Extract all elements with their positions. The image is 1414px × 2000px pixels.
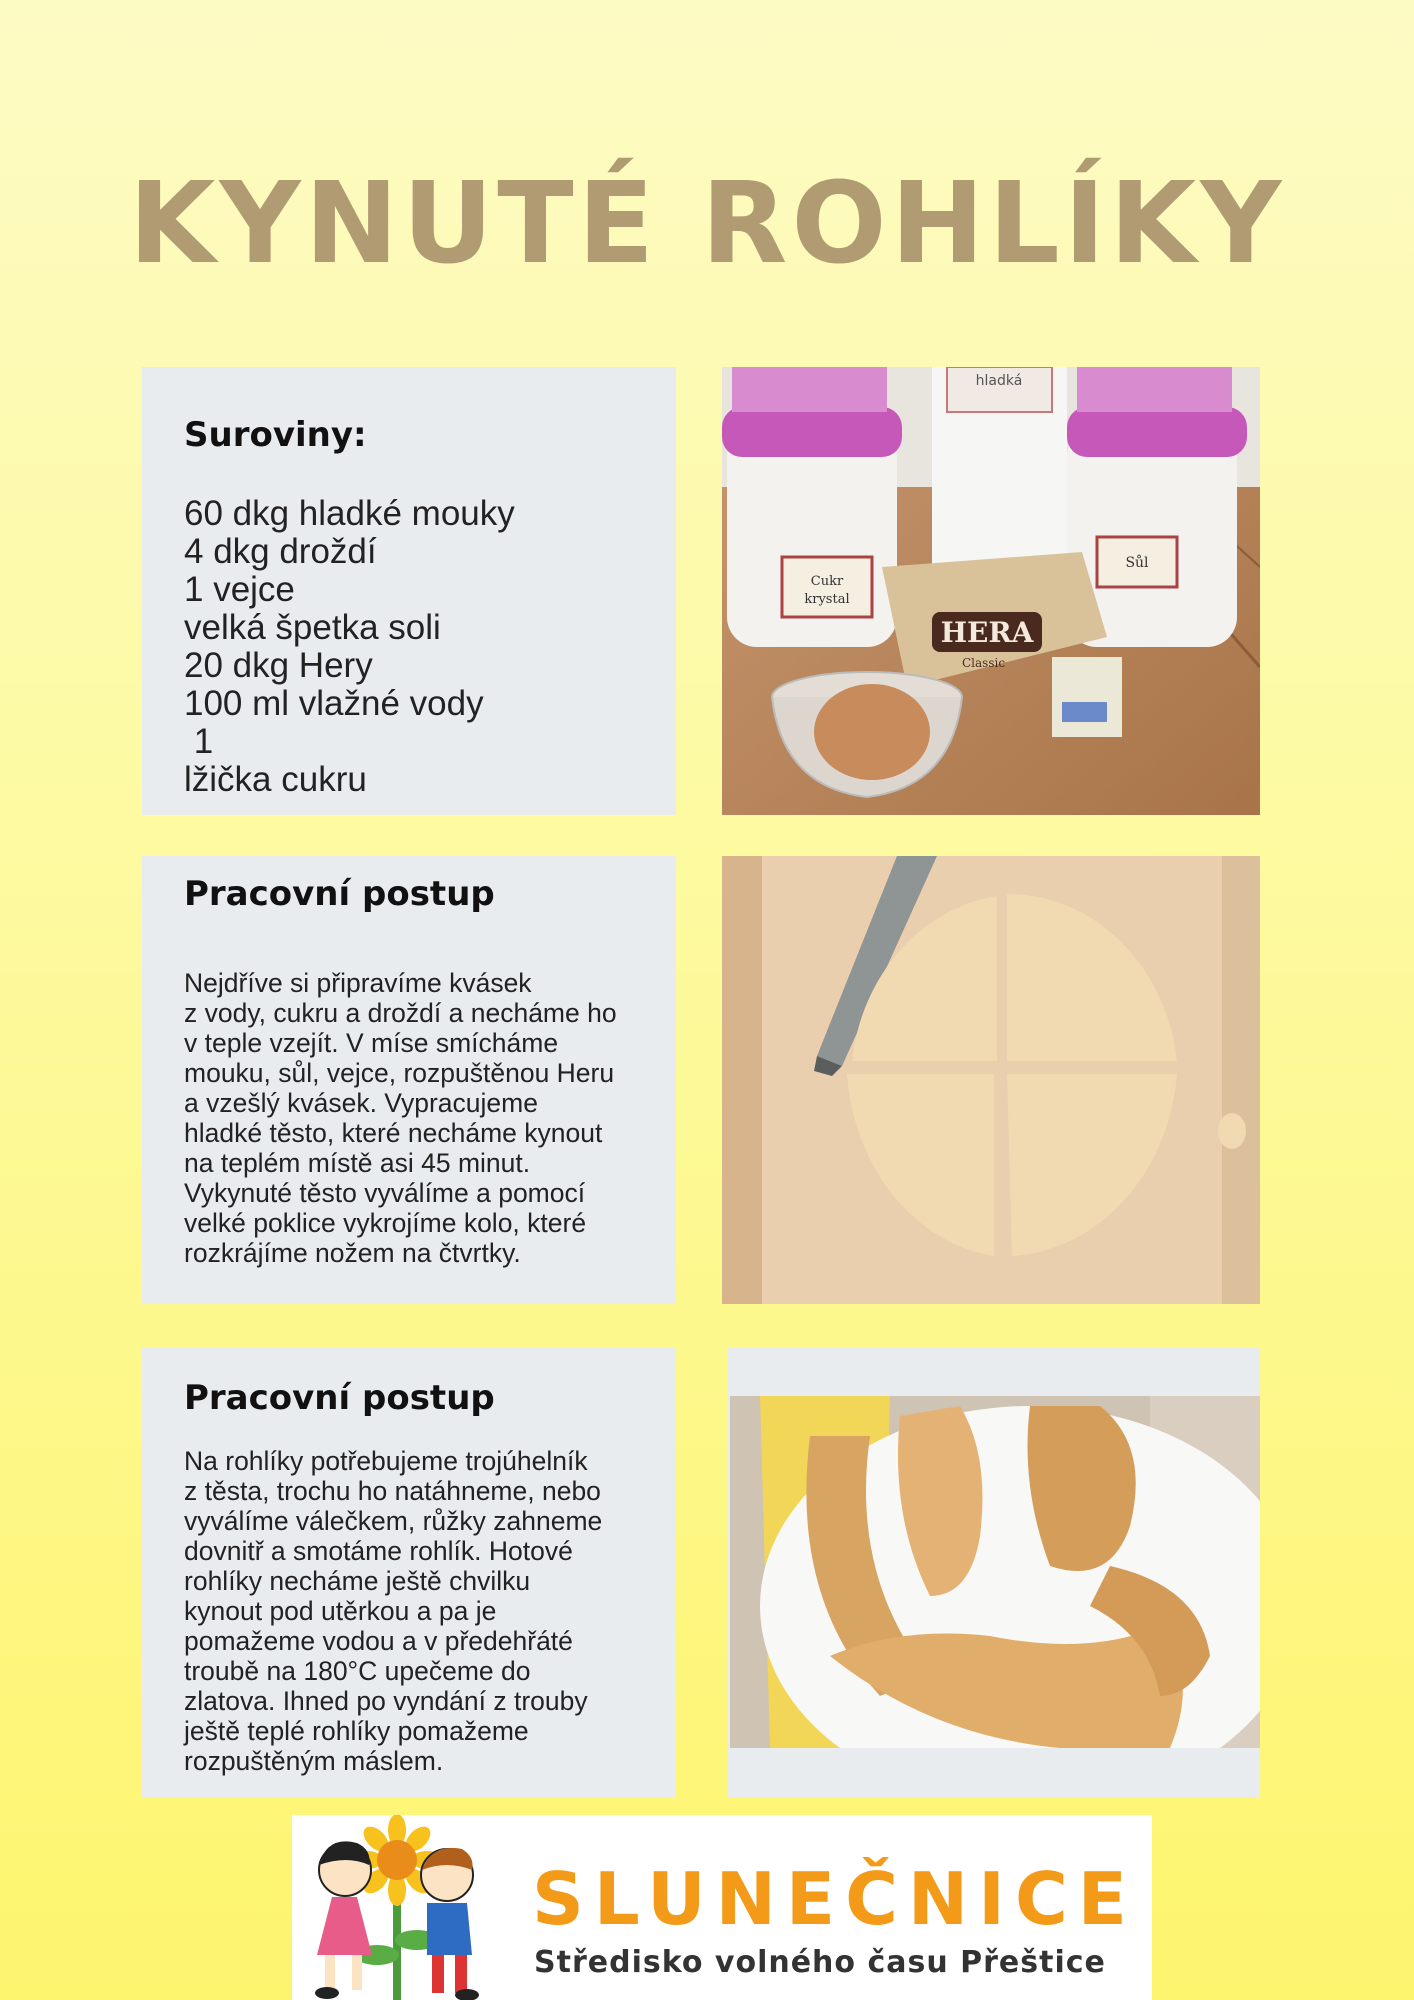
svg-text:Cukr: Cukr — [810, 574, 844, 589]
brand-name: SLUNEČNICE — [532, 1857, 1137, 1941]
step2-text: Na rohlíky potřebujeme trojúhelník z těsta, trochu ho natáhneme, nebo vyválíme válečkem, růžky zahneme dovnitř a smotáme rohlík. Hotové rohlíky necháme ještě chvilku kynout pod utěrkou a pa je pomažeme vodou a v předehřáté troubě na 180°C upečeme do zlatova. Ihned po vyndání z trouby ještě teplé rohlíky pomažeme rozpuštěným máslem. — [184, 1446, 603, 1776]
step2-card — [142, 1348, 676, 1798]
ingredient-item: 60 dkg hladké mouky — [184, 494, 515, 533]
ingredients-card — [142, 367, 676, 815]
flour-label: hladká — [975, 373, 1023, 389]
step1-text: Nejdříve si připravíme kvásek z vody, cukru a droždí a necháme ho v teple vzejít. V míse smícháme mouku, sůl, vejce, rozpuštěnou Heru a vzešlý kvásek. Vypracujeme hladké těsto, které necháme kynout na teplém místě asi 45 minut. Vykynuté těsto vyválíme a pomocí velké poklice vykrojíme kolo, které rozkrájíme nožem na čtvrtky. — [184, 968, 617, 1268]
ingredient-item: lžička cukru — [184, 760, 367, 799]
dough-photo — [722, 856, 1260, 1304]
ingredient-item: 100 ml vlažné vody — [184, 684, 484, 723]
ingredient-item: 1 vejce — [184, 570, 295, 609]
ingredients-photo — [722, 367, 1260, 815]
ingredients-illustration — [722, 367, 1260, 815]
step1-heading: Pracovní postup — [184, 874, 495, 914]
ingredients-list — [184, 495, 515, 799]
ingredient-item: velká špetka soli — [184, 608, 441, 647]
salt-label: Sůl — [1125, 555, 1149, 571]
step1-card — [142, 856, 676, 1304]
ingredient-item: 1 — [184, 722, 214, 761]
step2-heading: Pracovní postup — [184, 1378, 495, 1418]
butter-sub-label: Classic — [962, 656, 1006, 670]
croissants-photo-frame — [728, 1348, 1260, 1798]
dough-illustration — [722, 856, 1260, 1304]
sunflower-kids-logo — [297, 1815, 497, 2000]
footer-logo-banner — [292, 1815, 1152, 2000]
svg-text:krystal: krystal — [804, 592, 850, 607]
butter-label: HERA — [940, 616, 1034, 649]
ingredients-heading: Suroviny: — [184, 415, 367, 455]
ingredient-item: 20 dkg Hery — [184, 646, 373, 685]
page-title: KYNUTÉ ROHLÍKY — [128, 159, 1286, 289]
croissants-illustration — [730, 1396, 1260, 1748]
ingredient-item: 4 dkg droždí — [184, 532, 377, 571]
brand-subtitle: Středisko volného času Přeštice — [534, 1945, 1106, 1980]
